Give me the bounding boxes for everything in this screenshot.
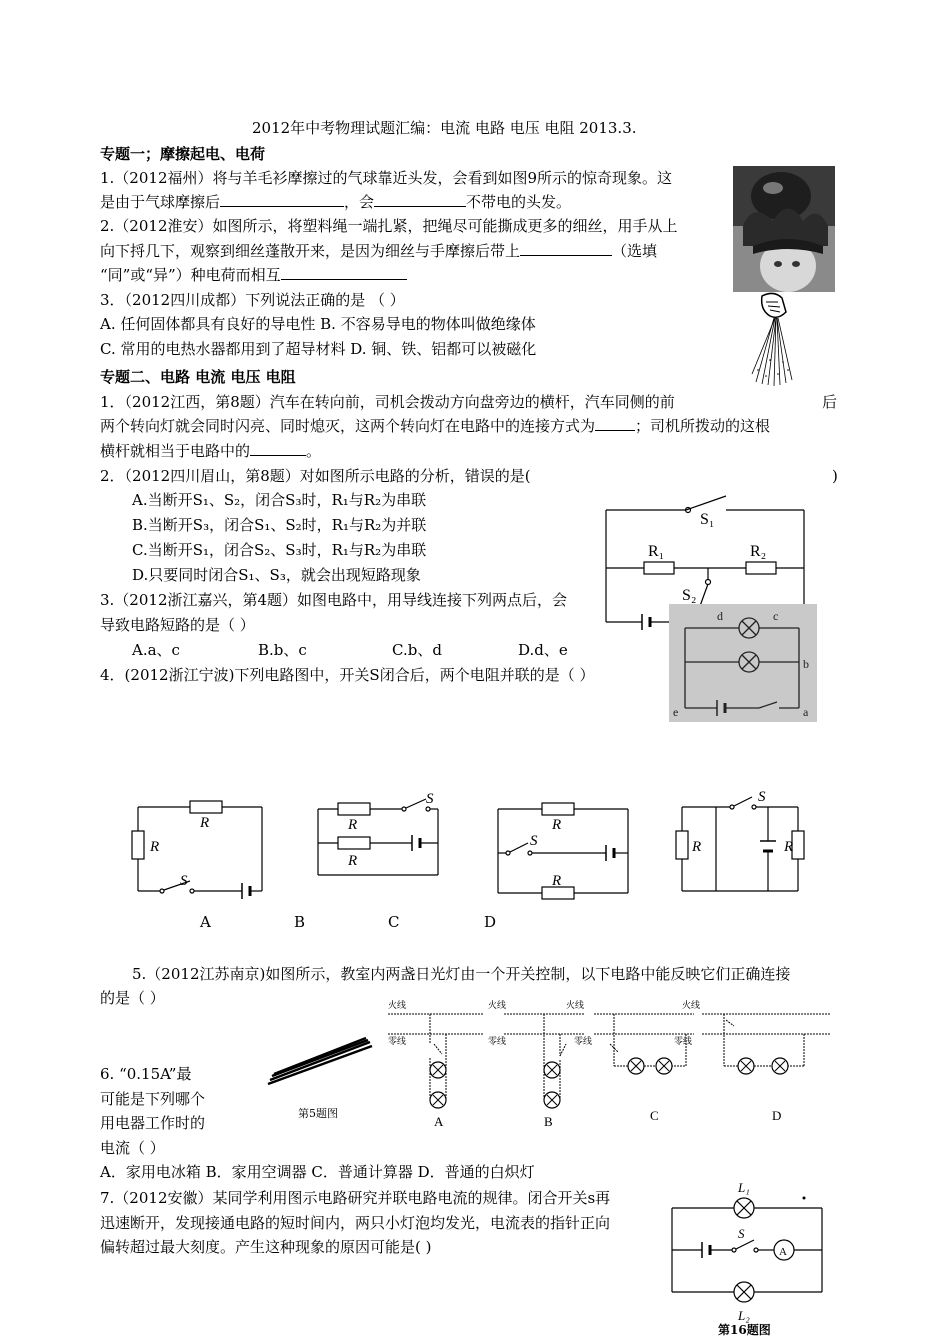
s1-q2-line1: 2.（2012淮安）如图所示，将塑料绳一端扎紧，把绳尽可能撕成更多的细丝，用手从上 [100,217,678,235]
s2-q2-option-d: D.只要同时闭合S₁、S₃，就会出现短路现象 [132,566,421,584]
q4b-s-label: S [426,791,434,807]
s2-q3-option-d: D.d、e [518,641,568,659]
q4-circuit-b [318,799,438,875]
q4-circuits [130,789,794,910]
balloon-hair-photo [733,166,835,292]
s1-label: S₁ [700,511,715,528]
neutral-wire-label: 零线 [488,1036,507,1046]
s2-q4: 4．(2012浙江宁波)下列电路图中，开关S闭合后，两个电阻并联的是（ ） [100,666,595,684]
live-wire-label: 火线 [682,1000,701,1010]
point-d: d [717,609,723,623]
neutral-wire-label: 零线 [388,1036,407,1046]
live-wire-label: 火线 [388,1000,407,1010]
s1-q1-line1: 1.（2012福州）将与羊毛衫摩擦过的气球靠近头发，会看到如图9所示的惊奇现象。这 [100,169,673,187]
s2-q5-line2: 的是（ ） [100,989,165,1007]
s2-q3-option-c: C.b、d [392,641,442,659]
s1-q3-cd: C. 常用的电热水器都用到了超导材料 D. 铜、铁、铝都可以被磁化 [100,340,537,358]
r2-label: R₂ [750,543,767,560]
s1-q3-ab: A. 任何固体都具有良好的导电性 B. 不容易导电的物体叫做绝缘体 [100,315,536,333]
point-e: e [673,705,679,719]
s2-q1-line3: 横杆就相当于电路中的 。 [100,442,322,460]
q4-circuit-c [498,803,628,899]
page-title: 2012年中考物理试题汇编：电流 电路 电压 电阻 2013.3. [252,119,637,137]
q3-circuit-photo [669,604,817,722]
q4-label-b: B [294,913,306,931]
neutral-wire-label: 零线 [674,1036,693,1046]
q4c-r-label: R [552,817,562,833]
r1-label: R₁ [648,543,665,560]
s2-q6-line1: 6. “0.15A”最 [100,1065,192,1083]
s2-q3-line2: 导致电路短路的是（ ） [100,616,255,634]
s2-q3-option-b: B.b、c [258,641,307,659]
q5-label-c: C [650,1108,659,1123]
s2-q1-line2: 两个转向灯就会同时闪亮、同时熄灭，这两个转向灯在电路中的连接方式为 ；司机所拨动的这根 [100,417,771,435]
s2-q3-option-a: A.a、c [132,641,180,659]
s2-q2-option-a: A.当断开S₁、S₂，闭合S₃时，R₁与R₂为串联 [132,491,427,509]
point-c: c [773,609,779,623]
section2-heading: 专题二、电路 电流 电压 电阻 [100,368,296,386]
blank[interactable] [595,416,635,431]
q4c-s-label: S [530,833,538,849]
point-b: b [803,657,809,671]
s2-q6-line4: 电流（ ） [100,1139,165,1157]
s2-q1-line1: 1．（2012江西，第8题）汽车在转向前，司机会拨动方向盘旁边的横杆，汽车同侧的前 [100,393,675,411]
q4a-r-label: R [200,815,210,831]
q4c-r-label: R [552,873,562,889]
hand-plastic-strands-figure [748,290,828,388]
q4b-r-label: R [348,853,358,869]
q4d-r-label: R [692,839,702,855]
s2-q7-line3: 偏转超过最大刻度。产生这种现象的原因可能是( ) [100,1238,432,1256]
s1-q2-line3: “同”或“异”）种电荷而相互 [100,265,407,285]
q4b-r-label: R [348,817,358,833]
point-a: a [803,705,809,719]
q5-wiring-diagrams [384,996,834,1128]
q5-figure-caption: 第5题图 [298,1107,338,1120]
s-label: S [738,1226,745,1241]
l1-label: L₁ [738,1180,750,1195]
q4a-r-label: R [150,839,160,855]
s2-label: S₂ [682,587,697,604]
q7-circuit-diagram [664,1178,832,1328]
blank[interactable] [520,241,612,256]
neutral-wire-label: 零线 [574,1036,593,1046]
q5-label-a: A [434,1114,444,1129]
q5-label-b: B [544,1114,553,1129]
s1-q2-line2: 向下捋几下，观察到细丝蓬散开来，是因为细丝与手摩擦后带上 （选填 [100,242,658,260]
s2-q2: 2．（2012四川眉山，第8题）对如图所示电路的分析，错误的是( [100,467,531,485]
s2-q2-option-c: C.当断开S₁，闭合S₂、S₃时，R₁与R₂为串联 [132,541,427,559]
s2-q2-close: ) [832,467,838,485]
s1-q3: 3．（2012四川成都）下列说法正确的是 （ ） [100,291,405,309]
q4-label-d: D [484,913,497,931]
live-wire-label: 火线 [566,1000,585,1010]
q4d-s-label: S [758,789,766,805]
fluorescent-tube-figure [264,1036,376,1086]
ammeter-label: A [779,1246,787,1258]
s2-q3-line1: 3.（2012浙江嘉兴，第4题）如图电路中，用导线连接下列两点后，会 [100,591,568,609]
section1-heading: 专题一；摩擦起电、电荷 [100,145,266,163]
blank[interactable] [281,265,407,280]
s2-q5-line1: 5.（2012江苏南京)如图所示，教室内两盏日光灯由一个开关控制，以下电路中能反映它们正确连接 [132,965,791,983]
q4d-r-label: R [784,839,794,855]
l2-label: L₂ [738,1308,750,1323]
s2-q6-line3: 用电器工作时的 [100,1114,206,1132]
q5-label-d: D [772,1108,782,1123]
blank[interactable] [250,441,306,456]
s1-q1-line2: 是由于气球摩擦后 ，会 不带电的头发。 [100,193,572,211]
q4-label-a: A [200,913,211,931]
q7-figure-caption: 第16题图 [718,1323,771,1337]
s2-q1-line1-tail: 后 [822,393,838,411]
q4-label-c: C [388,913,400,931]
live-wire-label: 火线 [488,1000,507,1010]
s2-q6-options: A．家用电冰箱 B．家用空调器 C．普通计算器 D．普通的白炽灯 [100,1163,535,1181]
s2-q2-option-b: B.当断开S₃，闭合S₁、S₂时，R₁与R₂为并联 [132,516,427,534]
q4a-s-label: S [180,873,188,889]
blank[interactable] [220,192,344,207]
s2-q7-line2: 迅速断开，发现接通电路的短时间内，两只小灯泡均发光，电流表的指针正向 [100,1214,611,1232]
blank[interactable] [374,192,466,207]
s2-q7-line1: 7.（2012安徽）某同学利用图示电路研究并联电路电流的规律。闭合开关s再 [100,1189,611,1207]
s2-q6-line2: 可能是下列哪个 [100,1090,206,1108]
